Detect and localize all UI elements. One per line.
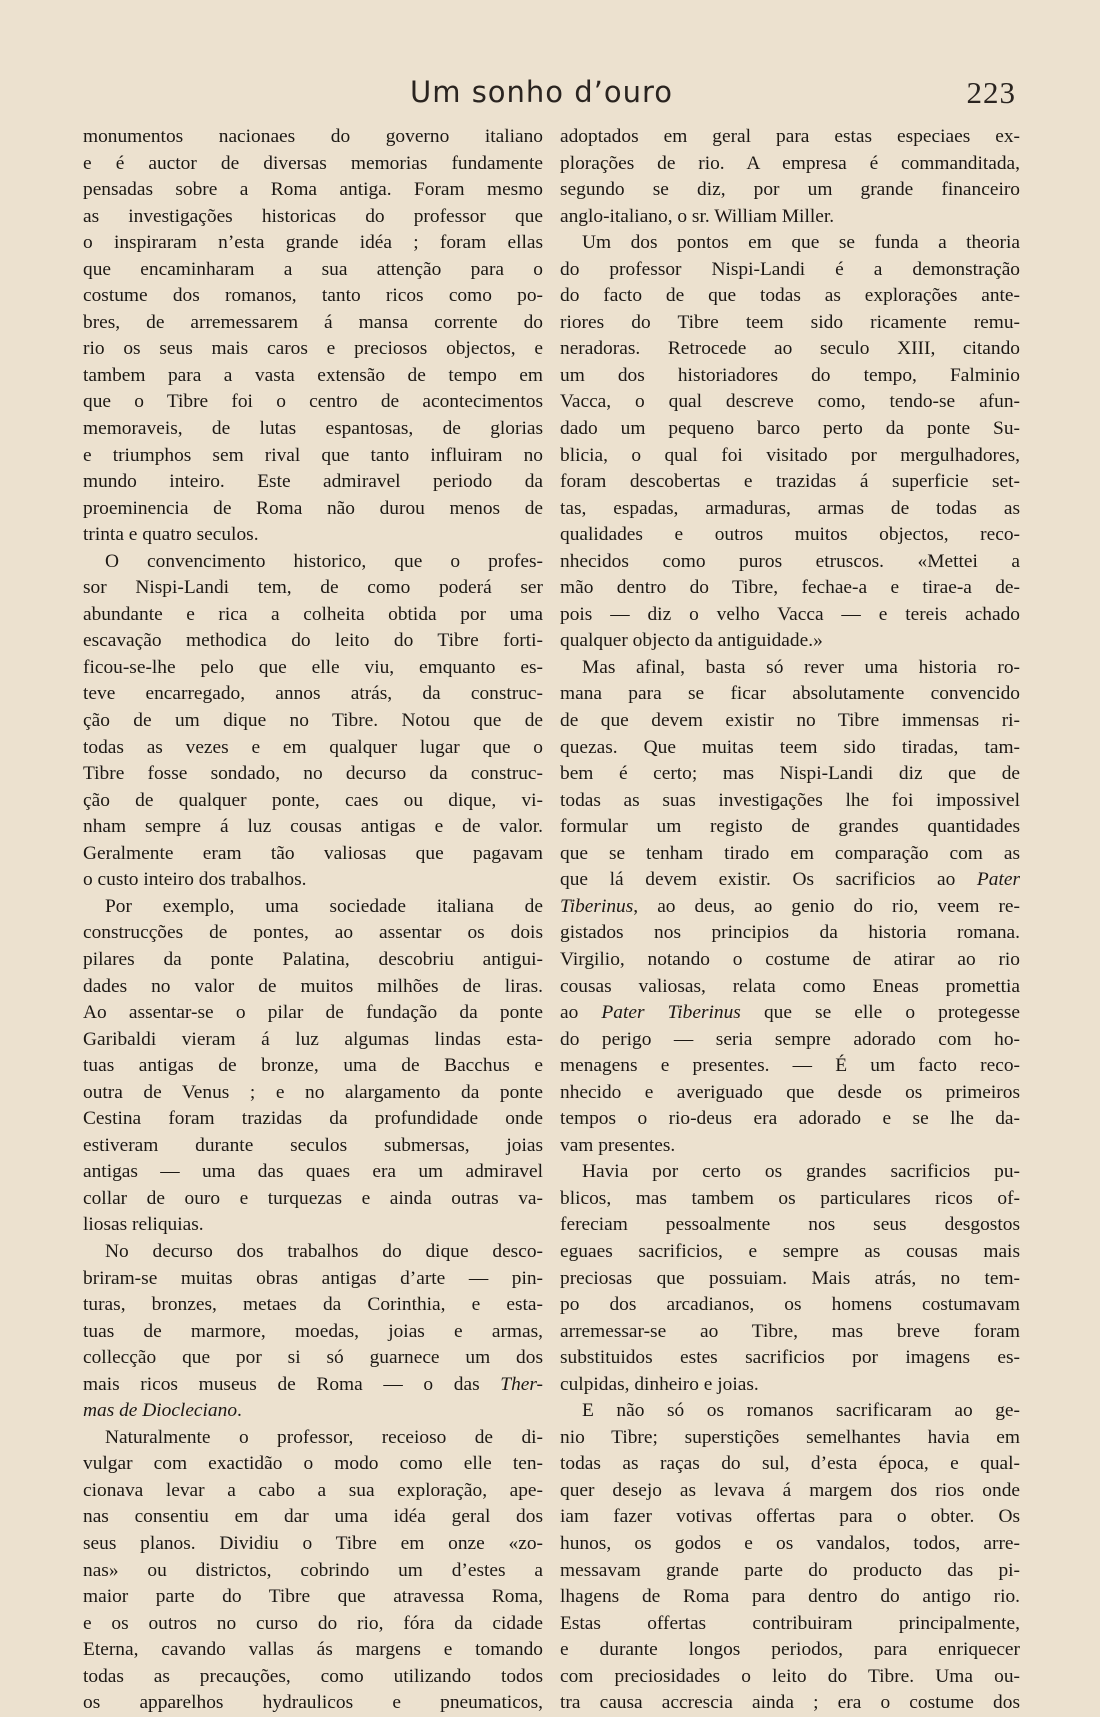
text-line-roman: quer desejo as levava á margem dos rios onde xyxy=(560,1479,1020,1501)
text-line xyxy=(83,1053,543,1080)
text-line xyxy=(560,1504,1020,1531)
text-line xyxy=(83,204,543,231)
text-line-roman: quezas. Que muitas teem sido tiradas, tam- xyxy=(560,736,1020,758)
text-line xyxy=(83,1372,543,1399)
text-line xyxy=(83,681,543,708)
text-line-roman: Mas afinal, basta só rever uma historia ro- xyxy=(582,656,1020,678)
text-line xyxy=(560,549,1020,576)
text-line xyxy=(83,1558,543,1585)
text-line xyxy=(560,204,1020,231)
text-line-roman: No decurso dos trabalhos do dique desco- xyxy=(105,1240,543,1262)
text-line-roman: hunos, os godos e os vandalos, todos, arre- xyxy=(560,1532,1020,1554)
text-line xyxy=(83,788,543,815)
text-line xyxy=(83,389,543,416)
text-line-roman: mais ricos museus de Roma — o das xyxy=(83,1373,501,1395)
right-text-column xyxy=(560,124,1020,1717)
text-line-roman: trinta e quatro seculos. xyxy=(83,524,259,546)
text-line xyxy=(83,1504,543,1531)
text-line-roman: o custo inteiro dos trabalhos. xyxy=(83,869,307,891)
text-line-roman: um dos historiadores do tempo, Falminio xyxy=(560,364,1020,386)
text-line-roman: liosas reliquias. xyxy=(83,1214,204,1236)
text-line-roman: tra causa accrescia ainda ; era o costume dos xyxy=(560,1692,1020,1714)
text-line xyxy=(83,974,543,1001)
text-line-roman: teve encarregado, annos atrás, da construc- xyxy=(83,683,543,705)
text-line-roman: nio Tibre; superstições semelhantes havia em xyxy=(560,1426,1020,1448)
text-line-roman: cousas valiosas, relata como Eneas promettia xyxy=(560,975,1020,997)
text-line-roman: todas as suas investigações lhe foi impossivel xyxy=(560,789,1020,811)
text-line xyxy=(83,1637,543,1664)
text-line xyxy=(560,443,1020,470)
text-line xyxy=(83,735,543,762)
text-line xyxy=(83,336,543,363)
text-line-roman: lhagens de Roma para dentro do antigo rio. xyxy=(560,1586,1020,1608)
text-line xyxy=(83,1159,543,1186)
text-line-roman: collar de ouro e turquezas e ainda outras va- xyxy=(83,1187,543,1209)
text-line xyxy=(83,920,543,947)
text-line-roman: Um dos pontos em que se funda a theoria xyxy=(582,232,1020,254)
text-line xyxy=(560,1159,1020,1186)
text-line xyxy=(83,708,543,735)
text-line xyxy=(560,496,1020,523)
text-line-roman: Garibaldi vieram á luz algumas lindas esta- xyxy=(83,1028,543,1050)
text-line xyxy=(560,974,1020,1001)
text-line xyxy=(560,602,1020,629)
text-line xyxy=(560,1266,1020,1293)
text-line xyxy=(560,788,1020,815)
text-line xyxy=(560,1319,1020,1346)
text-line xyxy=(83,549,543,576)
text-line-roman: que se tenham tirado em comparação com as xyxy=(560,842,1020,864)
text-line-italic: Ther- xyxy=(500,1373,543,1395)
text-line-roman: nas consentiu em dar uma idéa geral dos xyxy=(83,1506,543,1528)
text-line-roman: bem é certo; mas Nispi-Landi diz que de xyxy=(560,763,1020,785)
text-line-roman: pois — diz o velho Vacca — e tereis achado xyxy=(560,603,1020,625)
text-line-roman: tuas de marmore, moedas, joias e armas, xyxy=(83,1320,543,1342)
text-line xyxy=(83,1611,543,1638)
text-line xyxy=(560,363,1020,390)
text-line-roman: seus planos. Dividiu o Tibre em onze «zo- xyxy=(83,1532,543,1554)
text-line-roman: dades no valor de muitos milhões de liras. xyxy=(83,975,543,997)
text-line xyxy=(83,1478,543,1505)
text-line-roman: blicia, o qual foi visitado por mergulhadores, xyxy=(560,444,1020,466)
text-line-roman: memoraveis, de lutas espantosas, de glorias xyxy=(83,418,543,440)
text-line-roman: cionava levar a cabo a sua exploração, ape- xyxy=(83,1479,543,1501)
text-line xyxy=(560,177,1020,204)
text-line-roman: riores do Tibre teem sido ricamente remu- xyxy=(560,311,1020,333)
text-line xyxy=(560,283,1020,310)
text-line xyxy=(83,761,543,788)
text-line xyxy=(560,1637,1020,1664)
text-line-roman: iam fazer votivas offertas para o obter. Os xyxy=(560,1506,1020,1528)
text-line-roman: todas as precauções, como utilizando todos xyxy=(83,1665,543,1687)
text-line-roman: anglo-italiano, o sr. William Miller. xyxy=(560,205,835,227)
text-line xyxy=(560,151,1020,178)
text-line xyxy=(83,1080,543,1107)
text-line xyxy=(560,416,1020,443)
text-line xyxy=(83,602,543,629)
text-line-roman: Geralmente eram tão valiosas que pagavam xyxy=(83,842,543,864)
text-line-roman: qualquer objecto da antiguidade.» xyxy=(560,630,823,652)
text-line xyxy=(560,920,1020,947)
text-line-roman: os apparelhos hydraulicos e pneumaticos, xyxy=(83,1692,543,1714)
text-line xyxy=(83,177,543,204)
text-line xyxy=(83,1000,543,1027)
text-line-roman: po dos arcadianos, os homens costumavam xyxy=(560,1294,1020,1316)
text-line-roman: e durante longos periodos, para enriquecer xyxy=(560,1639,1020,1661)
text-line-roman: neradoras. Retrocede ao seculo XIII, citando xyxy=(560,338,1020,360)
text-line-roman: mundo inteiro. Este admiravel periodo da xyxy=(83,471,543,493)
text-line-roman: turas, bronzes, metaes da Corinthia, e esta- xyxy=(83,1294,543,1316)
text-line-roman: nas» ou districtos, cobrindo um d’estes a xyxy=(83,1559,543,1581)
text-line-roman: nhecido e averiguado que desde os primeiros xyxy=(560,1081,1020,1103)
text-line xyxy=(83,1239,543,1266)
text-line-roman: substituidos estes sacrificios por imagens es- xyxy=(560,1347,1020,1369)
text-line-roman: vulgar com exactidão o modo como elle ten- xyxy=(83,1453,543,1475)
text-line xyxy=(83,496,543,523)
text-line xyxy=(560,814,1020,841)
text-line-roman: tuas antigas de bronze, uma de Bacchus e xyxy=(83,1055,543,1077)
text-line-roman: mão dentro do Tibre, fechae-a e tirae-a de- xyxy=(560,577,1020,599)
text-line-roman: bres, de arremessarem á mansa corrente do xyxy=(83,311,543,333)
text-line-roman: que o Tibre foi o centro de acontecimentos xyxy=(83,391,543,413)
text-line xyxy=(560,655,1020,682)
text-line xyxy=(83,443,543,470)
text-line xyxy=(560,1531,1020,1558)
text-line-roman: estiveram durante seculos submersas, joias xyxy=(83,1134,543,1156)
text-line-roman: costume dos romanos, tanto ricos como po- xyxy=(83,285,543,307)
text-line-roman: antigas — uma das quaes era um admiravel xyxy=(83,1161,543,1183)
text-line xyxy=(560,310,1020,337)
text-line xyxy=(83,1133,543,1160)
text-line xyxy=(560,1186,1020,1213)
text-line xyxy=(560,1558,1020,1585)
text-line-roman: tas, espadas, armaduras, armas de todas as xyxy=(560,497,1020,519)
text-line-italic: Pater xyxy=(976,869,1020,891)
text-line xyxy=(560,469,1020,496)
text-line-roman: ção de um dique no Tibre. Notou que de xyxy=(83,710,543,732)
text-line-roman: Virgilio, notando o costume de atirar ao rio xyxy=(560,948,1020,970)
text-line xyxy=(83,947,543,974)
text-line xyxy=(83,841,543,868)
text-line xyxy=(83,814,543,841)
text-line-roman: que lá devem existir. Os sacrificios ao xyxy=(560,869,977,891)
text-line-roman: e triumphos sem rival que tanto influiram no xyxy=(83,444,543,466)
text-line xyxy=(560,1239,1020,1266)
text-line-roman: construcções de pontes, ao assentar os dois xyxy=(83,922,543,944)
text-line-roman: do professor Nispi-Landi é a demonstração xyxy=(560,258,1020,280)
text-line-roman: culpidas, dinheiro e joias. xyxy=(560,1373,759,1395)
text-line-roman: fereciam pessoalmente nos seus desgostos xyxy=(560,1214,1020,1236)
text-line-roman: eguaes sacrificios, e sempre as cousas mais xyxy=(560,1240,1020,1262)
text-line-roman-after: . xyxy=(237,1400,242,1422)
text-line-roman: abundante e rica a colheita obtida por uma xyxy=(83,603,543,625)
text-line xyxy=(83,522,543,549)
text-line-roman: de que devem existir no Tibre immensas ri- xyxy=(560,710,1020,732)
text-line-roman: Tibre fosse sondado, no decurso da construc- xyxy=(83,763,543,785)
text-line xyxy=(83,416,543,443)
text-line-roman: pilares da ponte Palatina, descobriu antigui- xyxy=(83,948,543,970)
text-line-roman: sor Nispi-Landi tem, de como poderá ser xyxy=(83,577,543,599)
text-line-roman: nham sempre á luz cousas antigas e de valor. xyxy=(83,816,543,838)
text-line xyxy=(83,310,543,337)
text-line xyxy=(560,1584,1020,1611)
text-line-roman: adoptados em geral para estas especiaes ex- xyxy=(560,126,1020,147)
text-line xyxy=(83,257,543,284)
text-line xyxy=(560,1133,1020,1160)
text-line-roman: mana para se ficar absolutamente convencido xyxy=(560,683,1020,705)
text-line xyxy=(83,230,543,257)
text-line-roman: pensadas sobre a Roma antiga. Foram mesmo xyxy=(83,179,543,201)
text-line xyxy=(83,124,543,151)
text-line xyxy=(560,1372,1020,1399)
text-line xyxy=(560,628,1020,655)
text-line xyxy=(83,1292,543,1319)
text-line xyxy=(83,1266,543,1293)
text-line-roman: as investigações historicas do professor que xyxy=(83,205,543,227)
text-line-roman: preciosas que possuiam. Mais atrás, no tem- xyxy=(560,1267,1020,1289)
text-line-roman: ção de qualquer ponte, caes ou dique, vi- xyxy=(83,789,543,811)
text-line-roman-after: , ao deus, ao genio do rio, veem re- xyxy=(633,895,1020,917)
text-line xyxy=(560,389,1020,416)
text-line-roman: formular um registo de grandes quantidades xyxy=(560,816,1020,838)
text-line xyxy=(560,575,1020,602)
text-line-roman: nhecidos como puros etruscos. «Mettei a xyxy=(560,550,1020,572)
text-line-roman: Estas offertas contribuiram principalmente, xyxy=(560,1612,1020,1634)
text-line-roman: monumentos nacionaes do governo italiano xyxy=(83,126,543,147)
text-line xyxy=(83,1425,543,1452)
text-line-roman: gistados nos principios da historia romana. xyxy=(560,922,1020,944)
text-line xyxy=(83,1186,543,1213)
text-line-roman: e os outros no curso do rio, fóra da cidade xyxy=(83,1612,543,1634)
text-line xyxy=(560,124,1020,151)
text-line-roman: todas as raças do sul, d’esta época, e qual- xyxy=(560,1453,1020,1475)
text-line-italic: Pater Tiberinus xyxy=(601,1002,741,1024)
text-line xyxy=(83,655,543,682)
text-line xyxy=(83,1345,543,1372)
text-line xyxy=(560,1106,1020,1133)
text-line-roman: segundo se diz, por um grande financeiro xyxy=(560,179,1020,201)
text-line xyxy=(560,1664,1020,1691)
text-line-roman-after: que se elle o protegesse xyxy=(740,1002,1020,1024)
text-line-roman: tempos o rio-deus era adorado e se lhe da- xyxy=(560,1108,1020,1130)
page-number: 223 xyxy=(966,75,1016,110)
text-line-roman: proeminencia de Roma não durou menos de xyxy=(83,497,543,519)
text-line-roman: arremessar-se ao Tibre, mas breve foram xyxy=(560,1320,1020,1342)
text-line xyxy=(560,867,1020,894)
text-line xyxy=(560,947,1020,974)
text-line xyxy=(83,894,543,921)
text-line xyxy=(560,1690,1020,1717)
text-line xyxy=(83,283,543,310)
text-line-roman: blicos, mas tambem os particulares ricos of- xyxy=(560,1187,1020,1209)
text-line-roman: ficou-se-lhe pelo que elle viu, emquanto es- xyxy=(83,656,543,678)
text-line xyxy=(83,1398,543,1425)
text-line xyxy=(560,761,1020,788)
text-line-roman: outra de Venus ; e no alargamento da ponte xyxy=(83,1081,543,1103)
text-line xyxy=(560,1425,1020,1452)
text-line-roman: Eterna, cavando vallas ás margens e tomando xyxy=(83,1639,543,1661)
text-line xyxy=(560,708,1020,735)
text-line xyxy=(560,1292,1020,1319)
text-line-roman: ao xyxy=(560,1002,602,1024)
text-line-roman: qualidades e outros muitos objectos, reco- xyxy=(560,524,1020,546)
text-line-roman: Naturalmente o professor, receioso de di- xyxy=(105,1426,543,1448)
text-line xyxy=(83,469,543,496)
text-line-roman: do facto de que todas as explorações ante- xyxy=(560,285,1020,307)
text-line xyxy=(560,522,1020,549)
text-line-roman: collecção que por si só guarnece um dos xyxy=(83,1347,543,1369)
text-line-roman: dado um pequeno barco perto da ponte Su- xyxy=(560,418,1020,440)
text-line xyxy=(83,363,543,390)
text-line xyxy=(560,1398,1020,1425)
text-line-roman: todas as vezes e em qualquer lugar que o xyxy=(83,736,543,758)
text-line xyxy=(560,336,1020,363)
text-line xyxy=(560,735,1020,762)
text-line xyxy=(83,1106,543,1133)
text-line-roman: E não só os romanos sacrificaram ao ge- xyxy=(582,1400,1020,1422)
text-line-roman: maior parte do Tibre que atravessa Roma, xyxy=(83,1586,543,1608)
text-line-roman: Vacca, o qual descreve como, tendo-se afun- xyxy=(560,391,1020,413)
text-line xyxy=(560,1080,1020,1107)
text-line xyxy=(560,230,1020,257)
text-line xyxy=(83,575,543,602)
text-line xyxy=(560,894,1020,921)
text-line xyxy=(83,1664,543,1691)
text-line-roman: menagens e presentes. — É um facto reco- xyxy=(560,1055,1020,1077)
text-line-roman: Ao assentar-se o pilar de fundação da ponte xyxy=(83,1002,543,1024)
text-line-roman: plorações de rio. A empresa é commanditada, xyxy=(560,152,1020,174)
text-line xyxy=(83,867,543,894)
text-line xyxy=(560,1478,1020,1505)
text-line xyxy=(83,628,543,655)
text-line-roman: e é auctor de diversas memorias fundamente xyxy=(83,152,543,174)
left-text-column xyxy=(83,124,543,1717)
text-line-italic: Tiberinus xyxy=(560,895,634,917)
text-line xyxy=(83,1319,543,1346)
text-line-italic: mas de Diocleciano xyxy=(83,1400,238,1422)
text-line xyxy=(83,1027,543,1054)
text-line-roman: Havia por certo os grandes sacrificios pu- xyxy=(582,1161,1020,1183)
text-line xyxy=(560,257,1020,284)
text-line-roman: Cestina foram trazidas da profundidade onde xyxy=(83,1108,543,1130)
text-line-roman: escavação methodica do leito do Tibre forti- xyxy=(83,630,543,652)
text-line xyxy=(83,1584,543,1611)
text-line xyxy=(560,1212,1020,1239)
text-line-roman: vam presentes. xyxy=(560,1134,676,1156)
text-line xyxy=(83,1690,543,1717)
text-line xyxy=(83,151,543,178)
text-line xyxy=(560,1451,1020,1478)
text-line xyxy=(560,1611,1020,1638)
text-line-roman: foram descobertas e trazidas á superficie set- xyxy=(560,471,1020,493)
text-line-roman: com preciosidades o leito do Tibre. Uma ou- xyxy=(560,1665,1020,1687)
text-line-roman: O convencimento historico, que o profes- xyxy=(105,550,543,572)
text-line-roman: rio os seus mais caros e preciosos objectos, e xyxy=(83,338,543,360)
text-line-roman: o inspiraram n’esta grande idéa ; foram ellas xyxy=(83,232,543,254)
text-line xyxy=(560,1027,1020,1054)
text-line-roman: briram-se muitas obras antigas d’arte — pin- xyxy=(83,1267,543,1289)
text-line xyxy=(83,1531,543,1558)
text-line-roman: do perigo — seria sempre adorado com ho- xyxy=(560,1028,1020,1050)
text-line xyxy=(560,1345,1020,1372)
text-line xyxy=(560,841,1020,868)
text-line xyxy=(560,681,1020,708)
running-title: Um sonho d’ouro xyxy=(410,75,674,109)
text-line xyxy=(83,1451,543,1478)
text-line xyxy=(560,1000,1020,1027)
text-line-roman: que encaminharam a sua attenção para o xyxy=(83,258,543,280)
text-line-roman: Por exemplo, uma sociedade italiana de xyxy=(105,895,543,917)
text-line xyxy=(83,1212,543,1239)
text-line-roman: messavam grande parte do producto das pi- xyxy=(560,1559,1020,1581)
page-header xyxy=(0,75,1100,115)
text-line-roman: tambem para a vasta extensão de tempo em xyxy=(83,364,543,386)
text-line xyxy=(560,1053,1020,1080)
